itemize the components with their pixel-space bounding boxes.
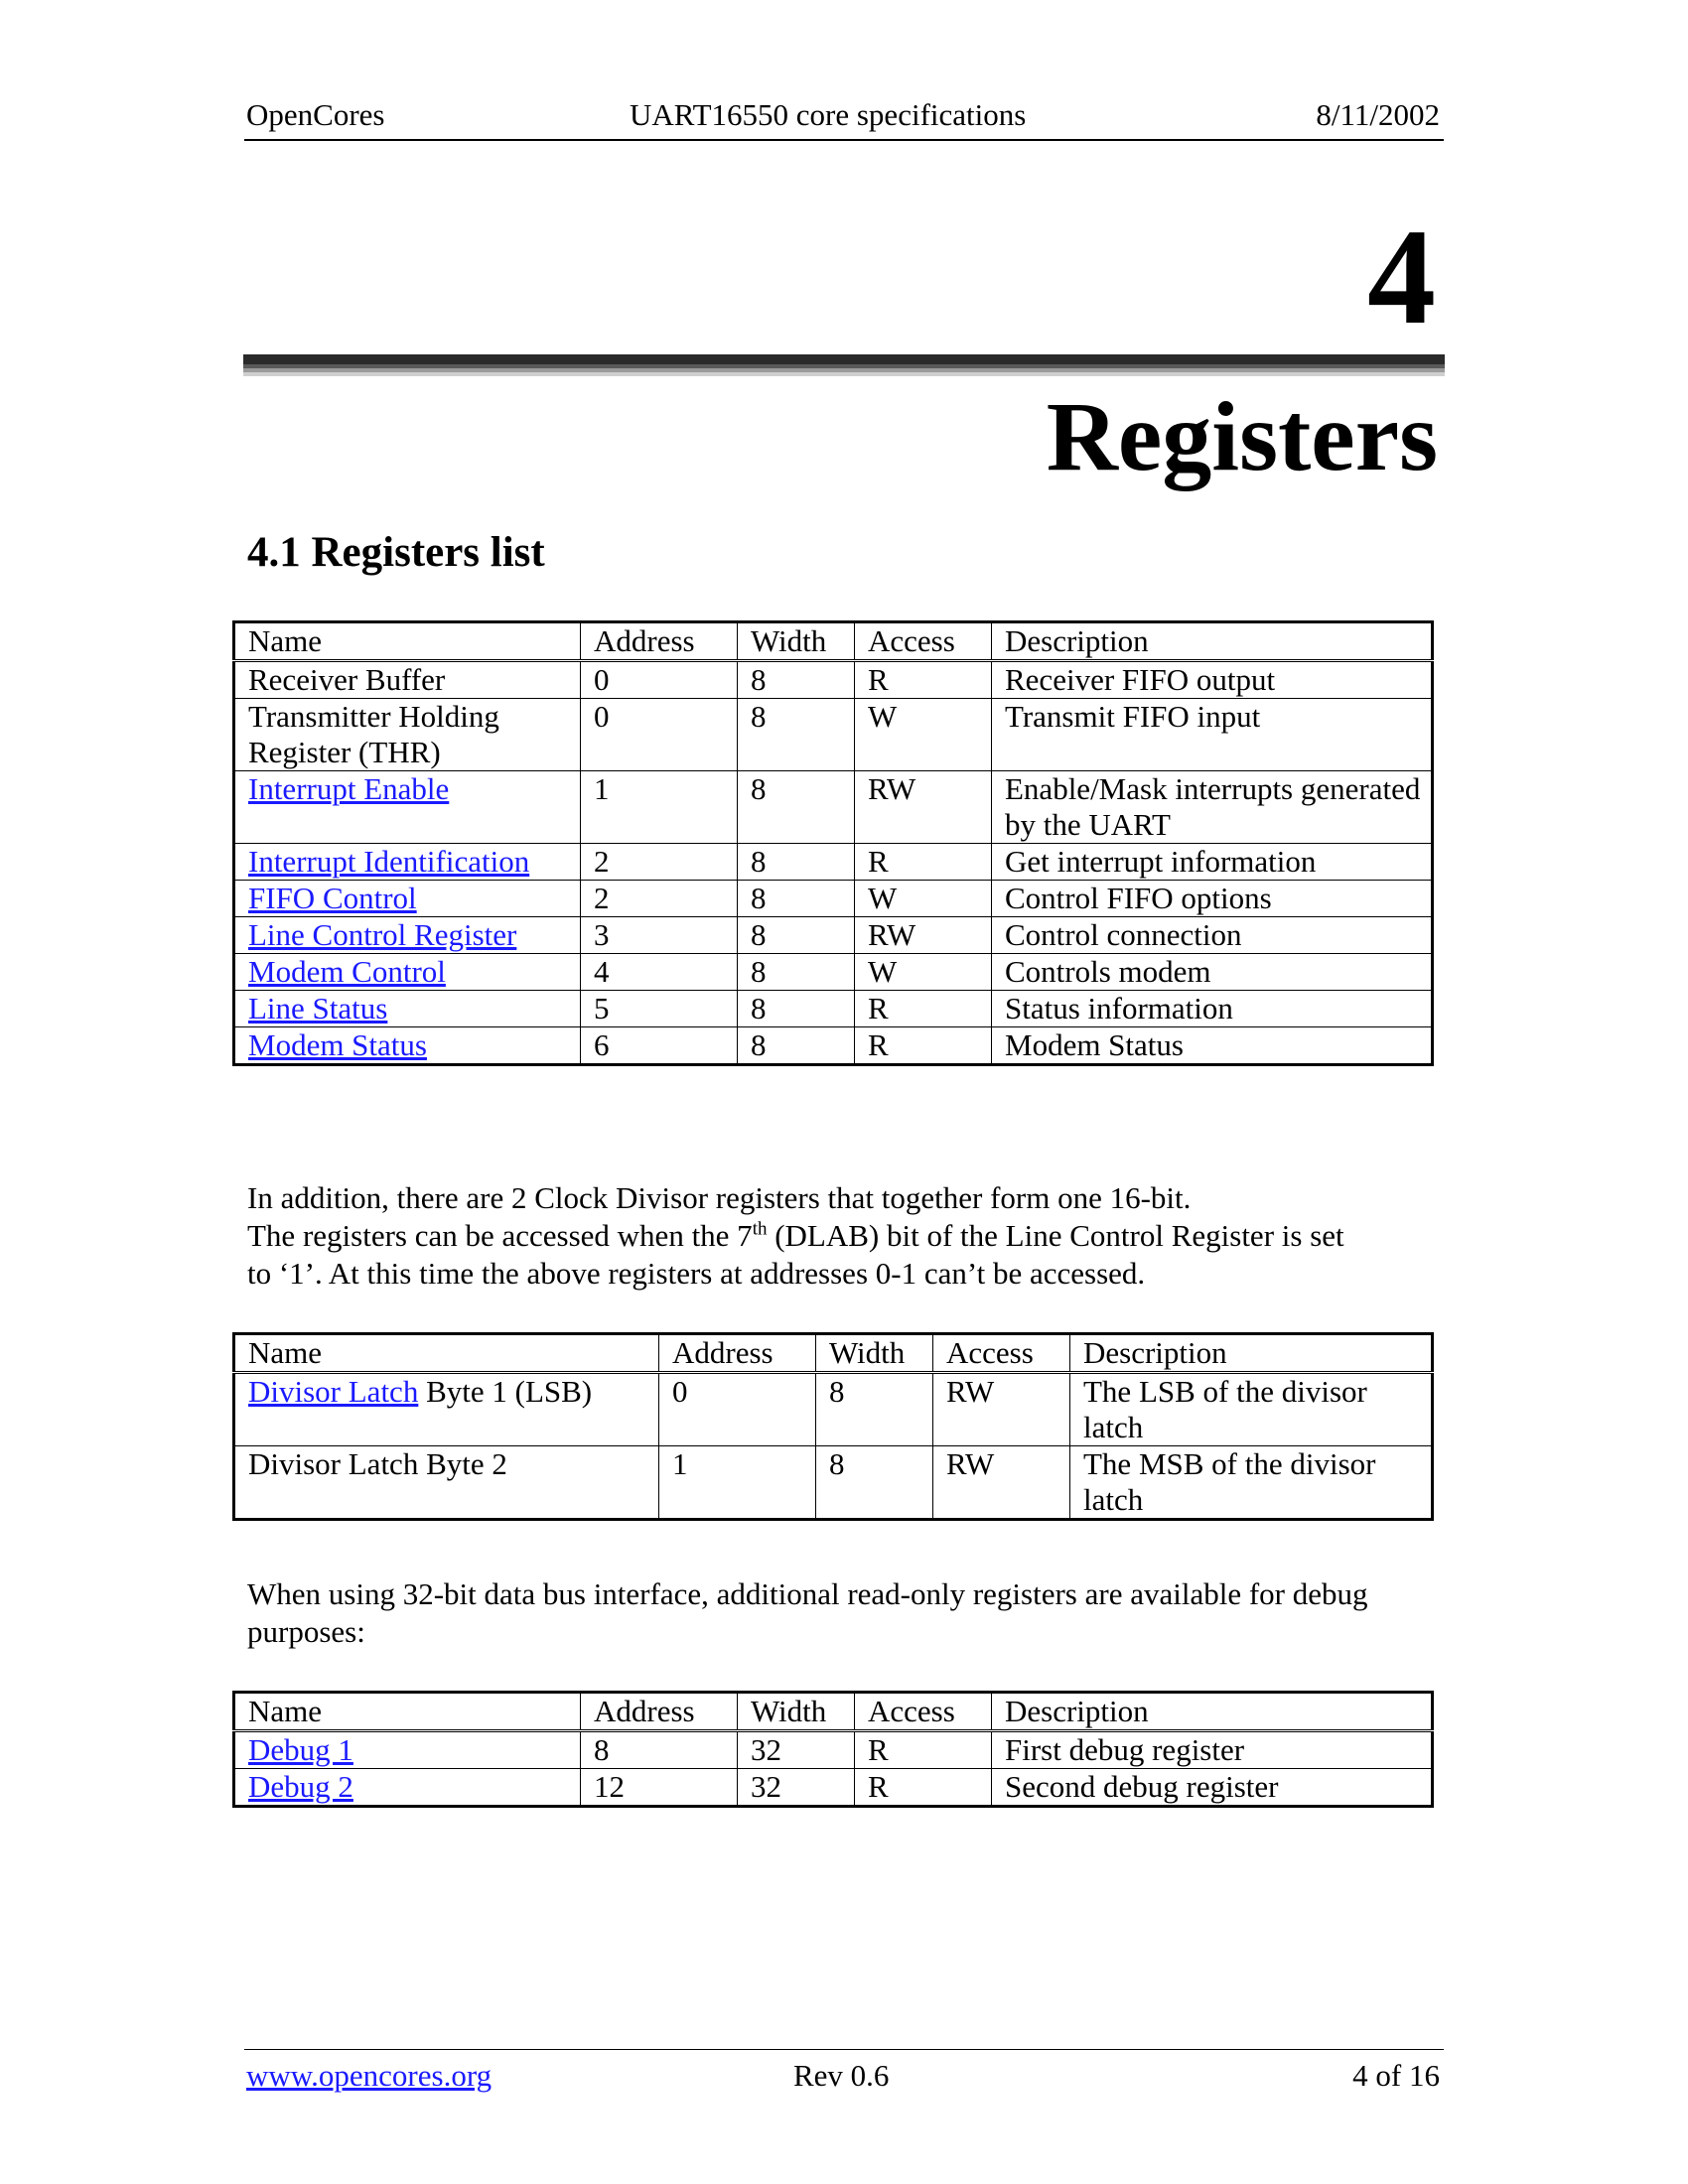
register-access: R (855, 844, 992, 881)
chapter-divider (243, 354, 1445, 378)
register-description: Control connection (992, 917, 1433, 954)
register-width: 8 (738, 699, 855, 771)
column-header-description: Description (992, 622, 1433, 661)
register-access: R (855, 991, 992, 1027)
register-address: 1 (659, 1446, 816, 1520)
register-address: 4 (581, 954, 738, 991)
register-description: Receiver FIFO output (992, 661, 1433, 699)
register-width: 8 (738, 991, 855, 1027)
page-footer (244, 2049, 1444, 2096)
register-width: 8 (738, 954, 855, 991)
debug-registers-table (232, 1691, 1434, 1808)
register-access: RW (933, 1446, 1070, 1520)
register-address: 12 (581, 1769, 738, 1807)
column-header-width: Width (816, 1334, 933, 1373)
register-access: RW (855, 917, 992, 954)
register-description: The LSB of the divisor latch (1070, 1373, 1433, 1446)
debug-registers-paragraph: When using 32-bit data bus interface, additional read-only registers are available for debug purposes: (247, 1576, 1368, 1649)
register-name-cell (234, 1769, 581, 1807)
paragraph-text: The registers can be accessed when the 7 (247, 1218, 753, 1253)
register-access: R (855, 1731, 992, 1769)
table-header-row (234, 1334, 1433, 1373)
paragraph-text: (DLAB) bit of the Line Control Register is set (767, 1218, 1344, 1253)
table-row (234, 917, 1433, 954)
table-row (234, 844, 1433, 881)
interrupt-enable-link[interactable]: Interrupt Enable (248, 771, 450, 806)
register-access: W (855, 954, 992, 991)
superscript-th: th (752, 1218, 768, 1240)
fifo-control-link[interactable]: FIFO Control (248, 881, 417, 915)
table-header-row (234, 622, 1433, 661)
register-address: 2 (581, 881, 738, 917)
divisor-latch-table (232, 1332, 1434, 1521)
line-status-link[interactable]: Line Status (248, 991, 388, 1025)
register-name: Divisor Latch Byte 2 (234, 1446, 659, 1520)
chapter-number: 4 (1367, 201, 1436, 352)
header-doc-title: UART16550 core specifications (630, 97, 1027, 132)
table-row (234, 661, 1433, 699)
header-org: OpenCores (246, 97, 385, 132)
column-header-description: Description (992, 1693, 1433, 1731)
column-header-name: Name (234, 622, 581, 661)
register-name: Transmitter Holding Register (THR) (234, 699, 581, 771)
register-description: Status information (992, 991, 1433, 1027)
revision-label: Rev 0.6 (793, 2058, 890, 2093)
interrupt-identification-link[interactable]: Interrupt Identification (248, 844, 530, 879)
register-address: 0 (581, 699, 738, 771)
table-header-row (234, 1693, 1433, 1731)
clock-divisor-paragraph (247, 1179, 1449, 1293)
table-row (234, 1731, 1433, 1769)
column-header-description: Description (1070, 1334, 1433, 1373)
register-description: Enable/Mask interrupts generated by the UART (992, 771, 1433, 844)
column-header-name: Name (234, 1693, 581, 1731)
register-access: RW (855, 771, 992, 844)
register-width: 8 (738, 917, 855, 954)
column-header-width: Width (738, 622, 855, 661)
register-description: Control FIFO options (992, 881, 1433, 917)
column-header-access: Access (933, 1334, 1070, 1373)
website-link[interactable]: www.opencores.org (246, 2058, 492, 2093)
debug-1-link[interactable]: Debug 1 (248, 1732, 353, 1767)
register-address: 1 (581, 771, 738, 844)
line-control-register-link[interactable]: Line Control Register (248, 917, 517, 952)
register-address: 3 (581, 917, 738, 954)
register-width: 8 (738, 1027, 855, 1065)
register-width: 32 (738, 1731, 855, 1769)
section-heading: 4.1 Registers list (247, 529, 545, 576)
chapter-title: Registers (1046, 381, 1438, 491)
table-row (234, 881, 1433, 917)
register-width: 8 (816, 1373, 933, 1446)
register-name: Receiver Buffer (234, 661, 581, 699)
register-width: 8 (738, 881, 855, 917)
register-name-suffix: Byte 1 (LSB) (418, 1374, 593, 1409)
register-name-cell (234, 881, 581, 917)
register-description: Get interrupt information (992, 844, 1433, 881)
modem-control-link[interactable]: Modem Control (248, 954, 446, 989)
table-row (234, 771, 1433, 844)
column-header-width: Width (738, 1693, 855, 1731)
column-header-access: Access (855, 1693, 992, 1731)
register-access: W (855, 699, 992, 771)
register-name-cell (234, 954, 581, 991)
table-row (234, 1027, 1433, 1065)
divisor-latch-link[interactable]: Divisor Latch (248, 1374, 419, 1409)
register-description: Controls modem (992, 954, 1433, 991)
register-access: W (855, 881, 992, 917)
debug-2-link[interactable]: Debug 2 (248, 1769, 353, 1804)
register-name-cell (234, 1373, 659, 1446)
register-description: Transmit FIFO input (992, 699, 1433, 771)
register-description: Modem Status (992, 1027, 1433, 1065)
register-access: R (855, 661, 992, 699)
register-width: 32 (738, 1769, 855, 1807)
table-row (234, 1446, 1433, 1520)
register-name-cell (234, 917, 581, 954)
column-header-access: Access (855, 622, 992, 661)
register-description: First debug register (992, 1731, 1433, 1769)
table-row (234, 1769, 1433, 1807)
table-row (234, 991, 1433, 1027)
register-width: 8 (738, 771, 855, 844)
register-name-cell (234, 771, 581, 844)
paragraph-line: In addition, there are 2 Clock Divisor registers that together form one 16-bit. (247, 1180, 1192, 1215)
page-number: 4 of 16 (1352, 2058, 1440, 2093)
paragraph-line: to ‘1’. At this time the above registers at addresses 0-1 can’t be accessed. (247, 1256, 1146, 1291)
register-width: 8 (738, 661, 855, 699)
table-row (234, 1373, 1433, 1446)
register-address: 5 (581, 991, 738, 1027)
register-access: R (855, 1027, 992, 1065)
register-address: 6 (581, 1027, 738, 1065)
register-address: 8 (581, 1731, 738, 1769)
register-description: Second debug register (992, 1769, 1433, 1807)
column-header-address: Address (581, 1693, 738, 1731)
registers-table (232, 620, 1434, 1066)
register-name-cell (234, 1027, 581, 1065)
modem-status-link[interactable]: Modem Status (248, 1027, 427, 1062)
register-address: 2 (581, 844, 738, 881)
register-name-cell (234, 1731, 581, 1769)
header-date: 8/11/2002 (1316, 97, 1440, 132)
table-row (234, 699, 1433, 771)
register-access: RW (933, 1373, 1070, 1446)
register-width: 8 (816, 1446, 933, 1520)
register-address: 0 (581, 661, 738, 699)
register-name-cell (234, 844, 581, 881)
table-row (234, 954, 1433, 991)
register-description: The MSB of the divisor latch (1070, 1446, 1433, 1520)
column-header-address: Address (581, 622, 738, 661)
register-address: 0 (659, 1373, 816, 1446)
column-header-address: Address (659, 1334, 816, 1373)
column-header-name: Name (234, 1334, 659, 1373)
page-header (244, 97, 1444, 141)
paragraph-line (247, 1217, 1449, 1255)
register-name-cell (234, 991, 581, 1027)
register-access: R (855, 1769, 992, 1807)
register-width: 8 (738, 844, 855, 881)
